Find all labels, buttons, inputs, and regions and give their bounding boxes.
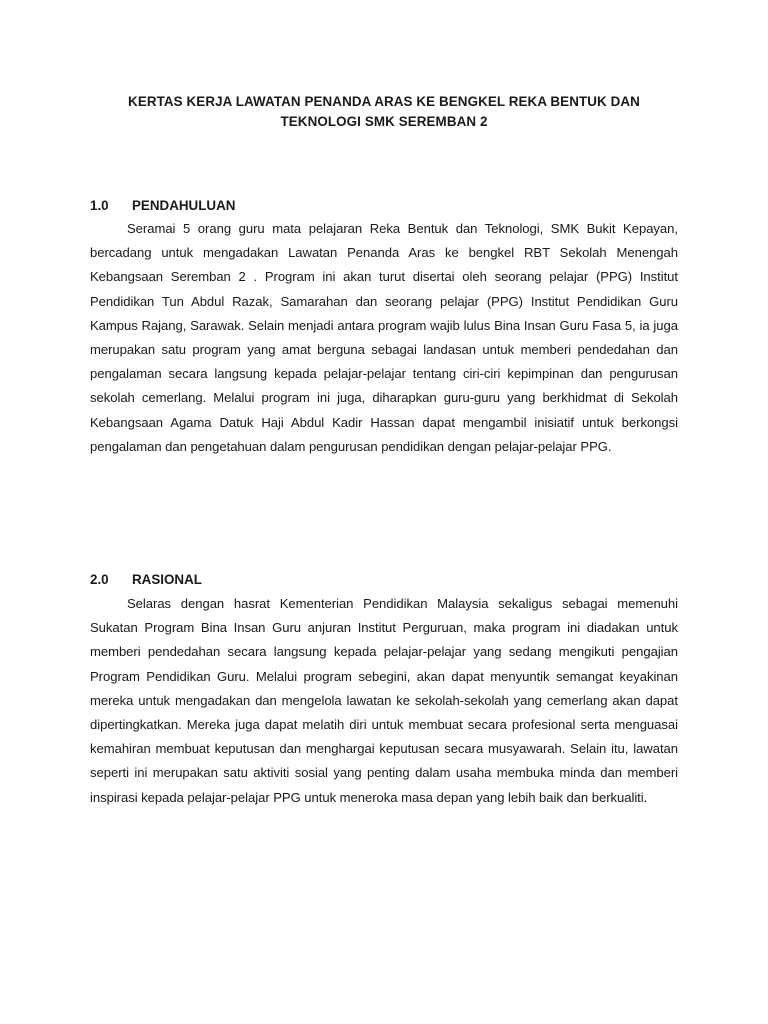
section-heading-rasional [90, 570, 202, 590]
document-title-line-2: TEKNOLOGI SMK SEREMBAN 2 [280, 114, 488, 129]
section-number: 2.0 [90, 572, 109, 587]
section-number: 1.0 [90, 198, 109, 213]
section-body-pendahuluan: Seramai 5 orang guru mata pelajaran Reka Bentuk dan Teknologi, SMK Bukit Kepayan, bercadang untuk mengadakan Lawatan Penanda Aras ke bengkel RBT Sekolah Menengah Kebangsaan Seremban 2 . Program ini akan turut disertai oleh seorang pelajar (PPG) Institut Pendidikan Tun Abdul Razak, Samarahan dan seorang pelajar (PPG) Institut Pendidikan Guru Kampus Rajang, Sarawak. Selain menjadi antara program wajib lulus Bina Insan Guru Fasa 5, ia juga merupakan satu program yang amat berguna sebagai landasan untuk memberi pendedahan dan pengalaman secara langsung kepada pelajar-pelajar tentang ciri-ciri kepimpinan dan pengurusan sekolah cemerlang. Melalui program ini juga, diharapkan guru-guru yang berkhidmat di Sekolah Kebangsaan Agama Datuk Haji Abdul Kadir Hassan dapat mengambil inisiatif untuk berkongsi pengalaman dan pengetahuan dalam pengurusan pendidikan dengan pelajar-pelajar PPG. [90, 221, 678, 454]
document-title [90, 92, 678, 132]
section-title: RASIONAL [132, 572, 202, 587]
section-title: PENDAHULUAN [132, 198, 236, 213]
document-title-line-1: KERTAS KERJA LAWATAN PENANDA ARAS KE BENGKEL REKA BENTUK DAN [128, 94, 640, 109]
section-body-rasional: Selaras dengan hasrat Kementerian Pendidikan Malaysia sekaligus sebagai memenuhi Sukatan Program Bina Insan Guru anjuran Institut Perguruan, maka program ini diadakan untuk memberi pendedahan secara langsung kepada pelajar-pelajar yang sedang mengikuti pengajian Program Pendidikan Guru. Melalui program sebegini, akan dapat menyuntik semangat keyakinan mereka untuk mengadakan dan mengelola lawatan ke sekolah-sekolah yang cemerlang akan dapat dipertingkatkan. Mereka juga dapat melatih diri untuk membuat secara profesional serta menguasai kemahiran membuat keputusan dan menghargai keputusan secara musyawarah. Selain itu, lawatan seperti ini merupakan satu aktiviti sosial yang penting dalam usaha membuka minda dan memberi inspirasi kepada pelajar-pelajar PPG untuk meneroka masa depan yang lebih baik dan berkualiti. [90, 596, 678, 805]
section-heading-pendahuluan [90, 196, 235, 216]
